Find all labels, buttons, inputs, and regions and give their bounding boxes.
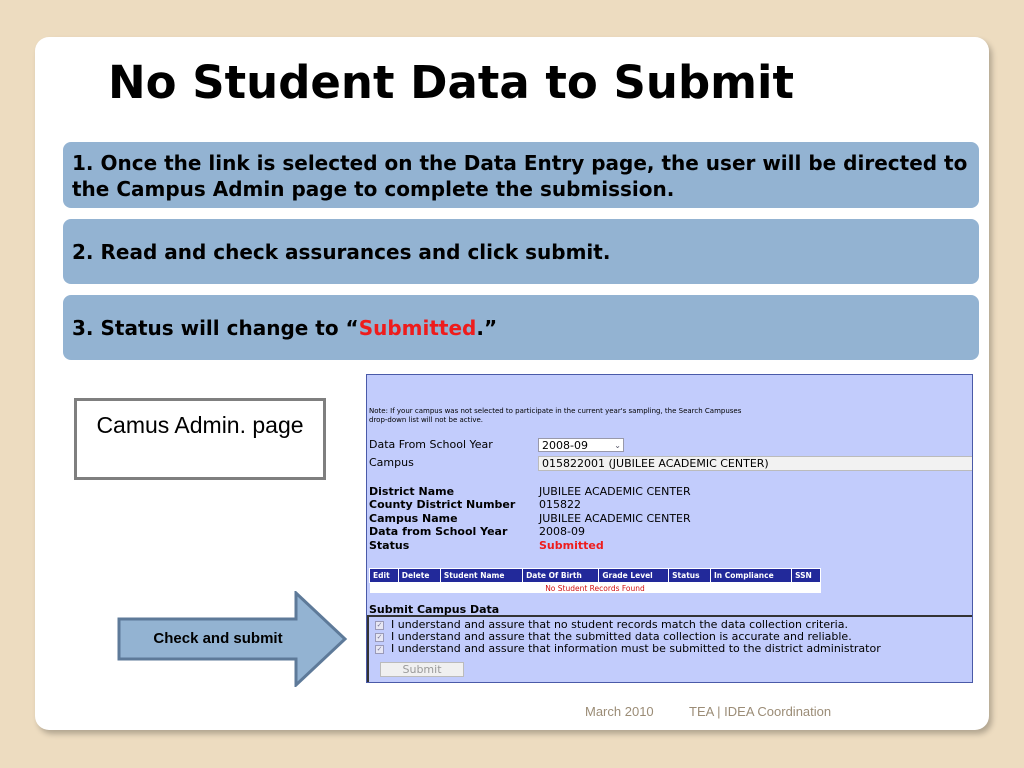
assurance-1-checkbox[interactable]: ✓ — [376, 621, 383, 629]
campus-admin-callout — [74, 398, 326, 480]
step-2-text: 2. Read and check assurances and click submit. — [72, 240, 611, 264]
column-header: In Compliance — [711, 569, 792, 583]
assurance-3-checkbox[interactable]: ✓ — [376, 645, 383, 653]
status-value: Submitted — [539, 539, 604, 552]
step-3-prefix: 3. Status will change to “ — [72, 316, 359, 340]
column-header: Edit — [370, 569, 399, 583]
table-row — [370, 583, 821, 594]
footer-date: March 2010 — [585, 704, 654, 719]
submit-section-title: Submit Campus Data — [369, 603, 500, 616]
empty-table-message: No Student Records Found — [370, 583, 821, 594]
status-label: Status — [369, 539, 410, 552]
data-year-label: Data from School Year — [369, 525, 508, 538]
campus-name-value: JUBILEE ACADEMIC CENTER — [539, 512, 691, 525]
assurance-2-text: I understand and assure that the submitted data collection is accurate and reliable. — [391, 630, 852, 643]
county-district-number-label: County District Number — [369, 498, 516, 511]
column-header: Delete — [398, 569, 440, 583]
submit-button[interactable]: Submit — [380, 662, 464, 677]
step-1-text: 1. Once the link is selected on the Data Entry page, the user will be directed to the Campus Admin page to complete the submission. — [72, 151, 968, 201]
school-year-label: Data From School Year — [369, 438, 493, 451]
step-3-panel — [63, 295, 979, 360]
chevron-down-icon: ⌄ — [614, 441, 621, 450]
sampling-note: Note: If your campus was not selected to participate in the current year's sampling, the Search Campuses drop-down list will not be active. — [369, 407, 742, 424]
school-year-select[interactable] — [538, 438, 624, 452]
school-year-value: 2008-09 — [542, 439, 588, 452]
campus-select[interactable] — [538, 456, 973, 471]
column-header: Student Name — [440, 569, 522, 583]
data-year-value: 2008-09 — [539, 525, 585, 538]
column-header: Date Of Birth — [523, 569, 599, 583]
column-header: SSN — [792, 569, 821, 583]
campus-value: 015822001 (JUBILEE ACADEMIC CENTER) — [542, 457, 769, 470]
district-name-value: JUBILEE ACADEMIC CENTER — [539, 485, 691, 498]
assurance-2-checkbox[interactable]: ✓ — [376, 633, 383, 641]
county-district-number-value: 015822 — [539, 498, 581, 511]
student-records-table — [369, 568, 821, 593]
footer-organization: TEA | IDEA Coordination — [689, 704, 832, 719]
assurance-3-text: I understand and assure that information must be submitted to the district administrator — [391, 642, 881, 655]
slide-title: No Student Data to Submit — [108, 56, 794, 109]
step-1-panel — [63, 142, 979, 208]
campus-name-label: Campus Name — [369, 512, 458, 525]
step-3-highlight: Submitted — [358, 316, 477, 340]
district-name-label: District Name — [369, 485, 455, 498]
campus-admin-screenshot — [366, 374, 973, 683]
step-2-panel — [63, 219, 979, 284]
assurance-1-text: I understand and assure that no student records match the data collection criteria. — [391, 618, 848, 631]
step-3-suffix: .” — [476, 316, 498, 340]
table-header-row — [370, 569, 821, 583]
arrow-label: Check and submit — [153, 630, 283, 647]
campus-label: Campus — [369, 456, 414, 469]
column-header: Grade Level — [599, 569, 669, 583]
callout-text: Camus Admin. page — [96, 412, 304, 438]
column-header: Status — [669, 569, 711, 583]
